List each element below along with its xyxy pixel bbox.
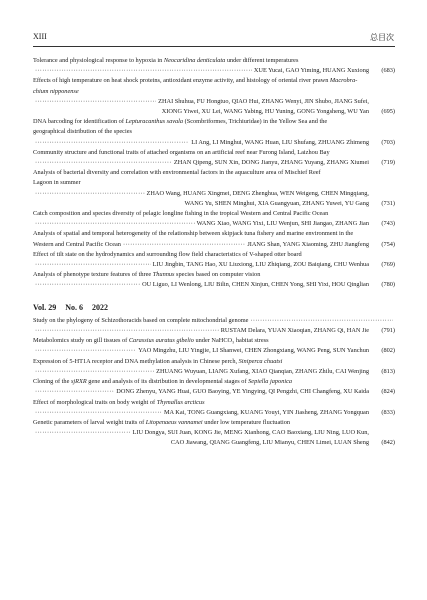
entry-authors: ZHAN Qipeng, SUN Xin, DONG Jianyu, ZHANG Yuyang, ZHANG Xiumei	[173, 159, 369, 167]
leader-dots	[35, 138, 189, 148]
entry-title-cont: geographical distribution of the species	[33, 128, 132, 136]
entry-title: Expression of 5-HT1A receptor and DNA methylation analysis in Chinese perch, Siniperca chuatsi	[33, 357, 283, 365]
header-rule	[33, 46, 395, 47]
entry-page: (769)	[381, 261, 395, 269]
entry-page: (802)	[381, 347, 395, 355]
leader-dots	[35, 428, 131, 438]
entry-author-line	[33, 260, 395, 270]
entry-authors: XUE Yucai, GAO Yiming, HUANG Xuxiong	[253, 67, 369, 75]
issue-number: No. 6	[65, 302, 84, 312]
entry-page: (731)	[381, 199, 395, 207]
leader-dots	[35, 66, 252, 76]
entry-authors: OU Liguo, LI Wenlong, LIU Bilin, CHEN Xinjun, CHEN Yong, SHI Yixi, HOU Qinglian	[142, 281, 369, 289]
entry-authors: LIU Dongya, SUI Juan, KONG Jie, MENG Xianhong, CAO Baoxiang, LIU Ning, LUO Kun,	[132, 429, 369, 437]
entry-title: Catch composition and species diversity of pelagic longline fishing in the tropical Western and Central Pacific Ocean	[33, 210, 329, 218]
entry-author-line	[33, 107, 395, 117]
leader-dots	[35, 367, 154, 377]
entry-page: (695)	[381, 108, 395, 116]
volume-heading	[33, 303, 395, 313]
entry-title: DNA barcoding for identification of Lepturacanthus savala (Scombriformes, Trichiuridae) in the Yellow Sea and the	[33, 118, 328, 126]
toc-entry	[33, 76, 395, 117]
toc-entry	[33, 148, 395, 168]
entry-title: Study on the phylogeny of Schizothoracids based on complete mitochondrial genome	[33, 316, 249, 324]
entry-author-line	[33, 326, 395, 336]
entry-page: (719)	[381, 159, 395, 167]
entry-title: Effects of high temperature on heat shock proteins, antioxidant enzyme activity, and histology of oriental river prawn Macrobra-	[33, 77, 358, 85]
entry-title: Cloning of the sjRXR gene and analysis of its distribution in developmental stages of Sepiella japonica	[33, 378, 293, 386]
entry-author-line	[33, 97, 395, 107]
entry-page: (813)	[381, 367, 395, 375]
leader-dots	[35, 280, 140, 290]
leader-dots	[35, 326, 219, 336]
entry-title-cont: Lagoon in summer	[33, 179, 81, 187]
entry-authors: CAO Jiawang, QIANG Guangfeng, LIU Mianyu, CHEN Limei, LUAN Sheng	[170, 439, 369, 447]
toc-entry	[33, 270, 395, 290]
toc-entry	[33, 250, 395, 270]
leader-dots	[250, 316, 393, 326]
entry-author-line	[33, 158, 395, 168]
toc-entry	[33, 229, 395, 249]
entry-title-cont: chium nipponense	[33, 87, 79, 95]
toc-entry	[33, 316, 395, 336]
page-number: XIII	[33, 32, 47, 41]
entry-authors: YAO Mingzhu, LIU Yingjie, LI Shanwei, CHEN Zhongxiang, WANG Peng, SUN Yanchun	[138, 347, 369, 355]
toc-entry	[33, 377, 395, 397]
toc-content	[33, 56, 395, 449]
entry-page: (791)	[381, 327, 395, 335]
entry-title: Analysis of bacterial diversity and correlation with environmental factors in the aquaculture area of Mischief Reef	[33, 169, 321, 177]
entry-title: Effect of morphological traits on body weight of Thymallus arcticus	[33, 398, 205, 406]
entry-title: Analysis of spatial and temporal heterogeneity of the relationship between skipjack tuna fishery and marine environment in the	[33, 230, 354, 238]
entry-page: (842)	[381, 439, 395, 447]
leader-dots	[35, 408, 162, 418]
entry-title: Community structure and functional traits of attached organisms on an artificial reef near Furong Island, Laizhou Bay	[33, 148, 330, 156]
entry-author-line	[33, 387, 395, 397]
entry-author-line	[33, 199, 395, 209]
toc-entry	[33, 168, 395, 209]
leader-dots	[35, 387, 114, 397]
entry-page: (703)	[381, 138, 395, 146]
entry-authors: ZHAO Wang, HUANG Xingmei, DENG Zhenghua, WEN Weigeng, CHEN Mingqiang,	[146, 189, 369, 197]
entry-title-cont: Western and Central Pacific Ocean	[33, 240, 121, 248]
entry-page: (824)	[381, 388, 395, 396]
entry-page: (833)	[381, 408, 395, 416]
entry-author-line	[33, 219, 395, 229]
entry-author-line	[33, 240, 395, 250]
entry-author-line	[33, 66, 395, 76]
entry-authors: JIANG Shan, YANG Xiaoming, ZHU Jiangfeng	[247, 240, 369, 248]
leader-dots	[35, 260, 151, 270]
entry-author-line	[33, 138, 395, 148]
toc-entry	[33, 357, 395, 377]
entry-author-line	[33, 346, 395, 356]
leader-dots	[35, 158, 172, 168]
toc-entry	[33, 117, 395, 148]
running-title: 总目次	[370, 33, 394, 42]
entry-author-line	[33, 280, 395, 290]
toc-entry	[33, 418, 395, 449]
entry-authors: RUSTAM Delara, YUAN Xiaoqian, ZHANG Qi, HAN Jie	[220, 327, 369, 335]
entry-author-line	[33, 189, 395, 199]
toc-entry	[33, 398, 395, 418]
leader-dots	[35, 189, 145, 199]
entry-authors: ZHUANG Wuyuan, LIANG Xufang, XIAO Qianqian, ZHANG Zhilu, CAI Wenjing	[156, 367, 369, 375]
entry-authors: LIU Jingbin, TANG Hao, XU Liuxiong, LIU Zhiqiang, ZOU Baiqiang, CHU Wenhua	[152, 261, 369, 269]
entry-title: Analysis of phenotype texture features of three Thunnus species based on computer vision	[33, 271, 261, 279]
leader-dots	[35, 219, 195, 229]
entry-title: Metabolomics study on gill tissues of Carassius auratus gibelio under NaHCO₃ habitat stress	[33, 337, 269, 345]
leader-dots	[35, 97, 156, 107]
entry-author-line	[33, 428, 395, 438]
entry-author-line	[33, 408, 395, 418]
leader-dots	[123, 240, 245, 250]
entry-authors: DONG Zhenyu, YANG Huai, GUO Baoying, YE Yingying, QI Pengzhi, CHI Changfeng, XU Kaida	[116, 388, 369, 396]
entry-title-line	[33, 316, 395, 326]
toc-entry	[33, 56, 395, 76]
entry-author-line	[33, 367, 395, 377]
entry-title: Effect of tilt state on the hydrodynamics and surrounding flow field characteristics of V-shaped otter board	[33, 250, 302, 258]
entry-page: (743)	[381, 220, 395, 228]
entry-page: (754)	[381, 240, 395, 248]
entry-page: (683)	[381, 67, 395, 75]
entry-page: (780)	[381, 281, 395, 289]
entry-authors: LI Ang, LI Minghui, WANG Huan, LIU Shufang, ZHUANG Zhimeng	[191, 138, 369, 146]
entry-authors: WANG Xiao, WANG Yixi, LIU Wenjun, SHI Jiangao, ZHANG Jian	[196, 220, 369, 228]
entry-authors: MA Kai, TONG Guangxiang, KUANG Youyi, YIN Jiasheng, ZHANG Yongquan	[163, 408, 369, 416]
entry-title: Tolerance and physiological response to hypoxia in Neocaridina denticulata under different temperatures	[33, 57, 299, 64]
toc-entry	[33, 336, 395, 356]
volume-number: Vol. 29	[33, 302, 57, 312]
entry-author-line	[33, 438, 395, 448]
entry-authors: ZHAI Shuhua, FU Hongtuo, QIAO Hui, ZHANG Wenyi, JIN Shubo, JIANG Sufei,	[158, 97, 369, 105]
leader-dots	[35, 346, 136, 356]
entry-title: Genetic parameters of larval weight traits of Litopenaeus vannamei under low temperature fluctuation	[33, 418, 291, 426]
toc-entry	[33, 209, 395, 229]
entry-authors: WANG Yu, SHEN Minghui, XIA Guangyuan, ZHANG Yuwei, YU Gang	[184, 199, 369, 207]
volume-year: 2022	[92, 302, 109, 312]
entry-authors: XIONG Yiwei, XU Lei, WANG Yabing, HU Yuning, GONG Yongsheng, WU Yan	[161, 108, 369, 116]
